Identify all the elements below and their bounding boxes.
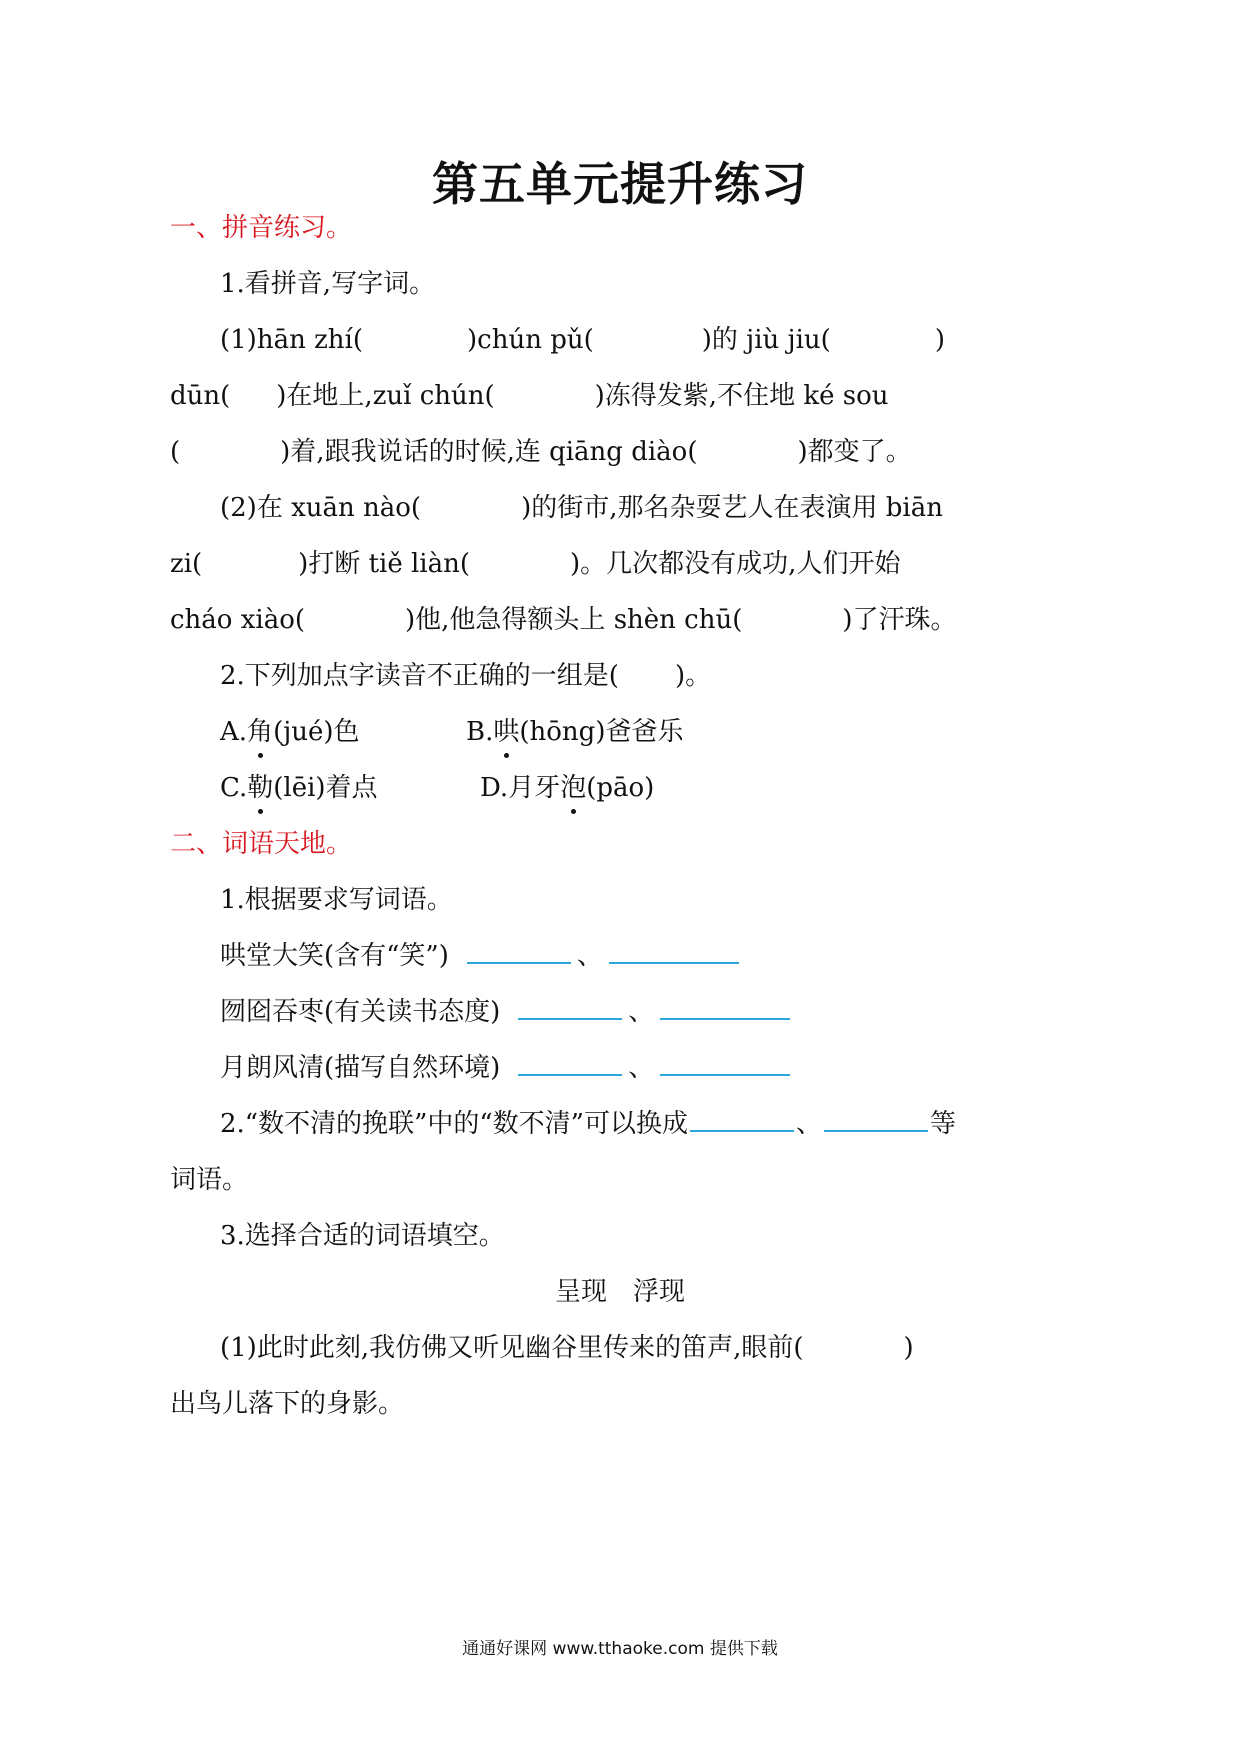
row-label: 哄堂大笑(含有“笑”): [220, 941, 449, 971]
q1-p1-line1: [220, 322, 945, 358]
option-c: [220, 770, 378, 806]
answer-blank[interactable]: [518, 996, 622, 1020]
option-b: [466, 714, 683, 750]
q1-p2-line1: [220, 490, 943, 526]
text-segment: (1)此时此刻,我仿佛又听见幽谷里传来的笛声,眼前(: [220, 1333, 804, 1363]
answer-blank[interactable]: [518, 1052, 622, 1076]
option-label: D.: [480, 773, 509, 803]
option-label: C.: [220, 773, 248, 803]
answer-blank[interactable]: [824, 1108, 928, 1132]
text-segment: zi(: [170, 549, 203, 579]
text-segment: )的街市,那名杂耍艺人在表演用 biān: [521, 493, 943, 523]
option-a: [220, 714, 360, 750]
text-segment: (: [170, 437, 181, 467]
text-segment: )打断 tiě liàn(: [298, 549, 471, 579]
answer-blank[interactable]: [609, 940, 739, 964]
words-q3-s1-line1: [220, 1330, 914, 1366]
option-label: B.: [466, 717, 494, 747]
text-segment: ): [934, 325, 945, 355]
words-row-2: [220, 994, 796, 1030]
text-segment: dūn(: [170, 381, 231, 411]
question-2-prompt: [220, 658, 711, 694]
words-q2-line2: 词语。: [170, 1165, 249, 1195]
option-text: (pāo): [586, 773, 655, 803]
option-text: 月牙: [508, 773, 561, 803]
text-segment: ): [903, 1333, 914, 1363]
footer-source: 通通好课网 www.tthaoke.com 提供下载: [462, 1639, 778, 1659]
dotted-char: 勒: [247, 770, 273, 806]
words-row-3: [220, 1050, 796, 1086]
text-segment: )他,他急得额头上 shèn chū(: [405, 605, 743, 635]
separator: 、: [795, 1109, 822, 1139]
text-segment: )了汗珠。: [842, 605, 957, 635]
text-segment: 2.“数不清的挽联”中的“数不清”可以换成: [220, 1109, 688, 1139]
row-label: 囫囵吞枣(有关读书态度): [220, 997, 501, 1027]
question-1-prompt: 1.看拼音,写字词。: [220, 269, 436, 299]
dotted-char: 哄: [493, 714, 519, 750]
q1-p1-line2: [170, 378, 888, 414]
answer-blank[interactable]: [660, 1052, 790, 1076]
option-text: (jué)色: [273, 717, 360, 747]
section-heading-words: 二、词语天地。: [170, 829, 353, 859]
words-q1-prompt: 1.根据要求写词语。: [220, 885, 453, 915]
words-q3-prompt: 3.选择合适的词语填空。: [220, 1221, 505, 1251]
option-d: [480, 770, 654, 806]
answer-blank[interactable]: [660, 996, 790, 1020]
separator: 、: [628, 1053, 655, 1083]
q1-p1-line3: [170, 434, 912, 470]
answer-blank[interactable]: [690, 1108, 794, 1132]
text-segment: 2.下列加点字读音不正确的一组是(: [220, 661, 619, 691]
text-segment: )冻得发紫,不住地 ké sou: [594, 381, 889, 411]
words-row-1: [220, 938, 745, 974]
word-choices: 呈现 浮现: [554, 1277, 685, 1307]
q1-p2-line2: [170, 546, 900, 582]
text-segment: )在地上,zuǐ chún(: [276, 381, 495, 411]
text-segment: 等: [930, 1109, 957, 1139]
text-segment: )的 jiù jiu(: [701, 325, 831, 355]
text-segment: )。: [674, 661, 712, 691]
option-text: (hōng)爸爸乐: [519, 717, 684, 747]
words-q2-line1: [220, 1106, 956, 1142]
option-label: A.: [220, 717, 248, 747]
dotted-char: 泡: [560, 770, 586, 806]
text-segment: )。几次都没有成功,人们开始: [570, 549, 901, 579]
text-segment: )chún pǔ(: [467, 325, 594, 355]
section-heading-pinyin: 一、拼音练习。: [170, 213, 353, 243]
text-segment: cháo xiào(: [170, 605, 306, 635]
q1-p2-line3: [170, 602, 957, 638]
text-segment: )都变了。: [797, 437, 912, 467]
separator: 、: [576, 941, 603, 971]
separator: 、: [628, 997, 655, 1027]
words-q3-s1-line2: 出鸟儿落下的身影。: [170, 1389, 405, 1419]
dotted-char: 角: [247, 714, 273, 750]
text-segment: (1)hān zhí(: [220, 325, 363, 355]
answer-blank[interactable]: [467, 940, 571, 964]
text-segment: )着,跟我说话的时候,连 qiāng diào(: [280, 437, 698, 467]
page-title: 第五单元提升练习: [432, 157, 808, 211]
option-text: (lēi)着点: [273, 773, 378, 803]
row-label: 月朗风清(描写自然环境): [220, 1053, 501, 1083]
text-segment: (2)在 xuān nào(: [220, 493, 422, 523]
